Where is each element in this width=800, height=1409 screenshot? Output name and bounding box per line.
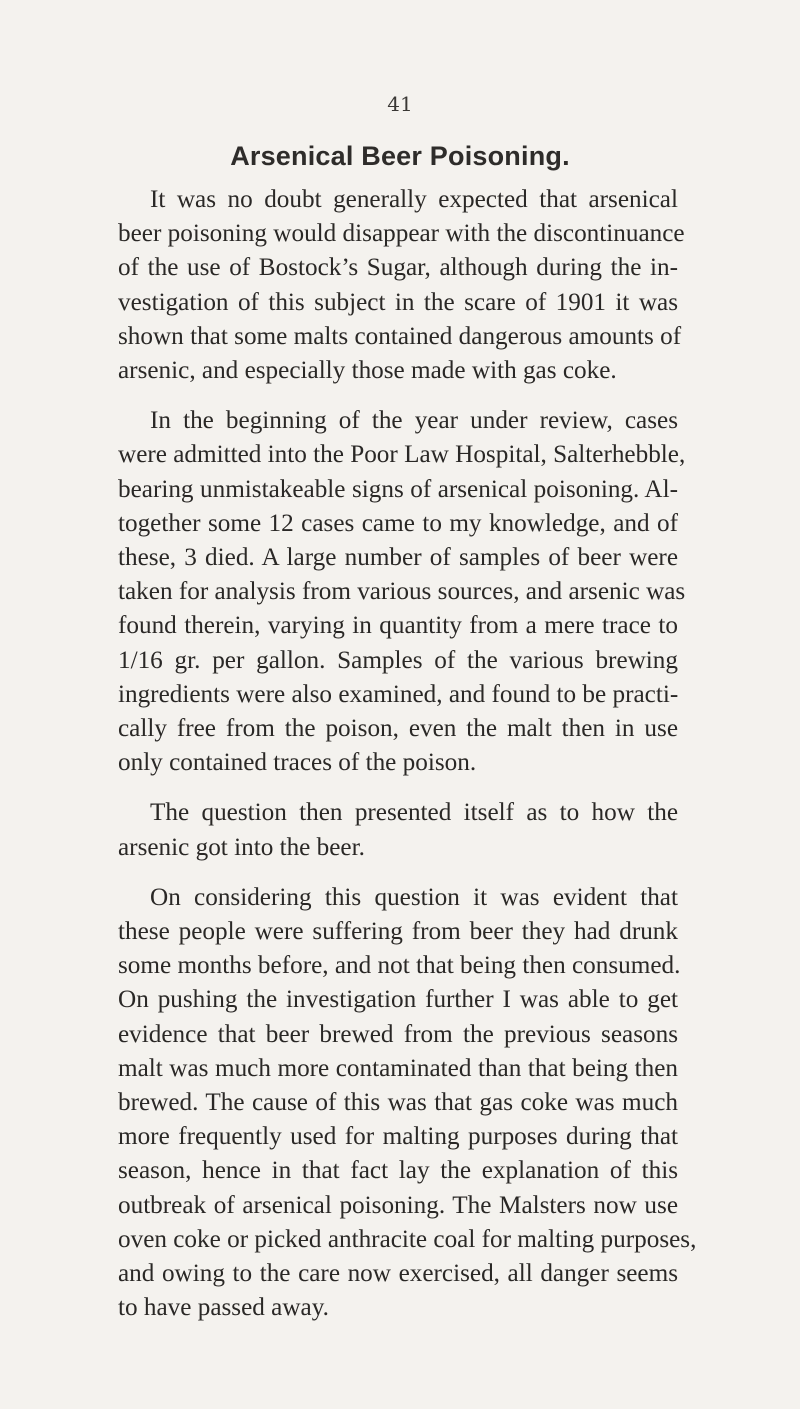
text-line: season, hence in that fact lay the explanation of this: [118, 1157, 678, 1185]
text-line: evidence that beer brewed from the previous seasons: [118, 1020, 678, 1048]
text-line: In the beginning of the year under review, cases: [150, 407, 678, 435]
text-line: found therein, varying in quantity from a mere trace to: [118, 612, 678, 640]
text-line: beer poisoning would disappear with the discontinuance: [118, 220, 685, 248]
text-line: arsenic, and especially those made with gas coke.: [118, 357, 617, 385]
paragraph-4: [118, 881, 697, 1326]
text-line: oven coke or picked anthracite coal for malting purposes,: [118, 1225, 697, 1253]
text-line: shown that some malts contained dangerous amounts of: [118, 322, 682, 350]
section-title: Arsenical Beer Poisoning.: [230, 141, 570, 171]
text-line: and owing to the care now exercised, all danger seems: [118, 1260, 678, 1288]
paragraph-3: [118, 796, 678, 864]
text-line: of the use of Bostock’s Sugar, although during the in-: [118, 254, 678, 282]
text-line: only contained traces of the poison.: [118, 749, 477, 777]
text-line: bearing unmistakeable signs of arsenical poisoning. Al-: [118, 475, 678, 503]
paragraph-2: [118, 404, 686, 780]
paragraph-1: [118, 183, 685, 388]
text-line: brewed. The cause of this was that gas coke was much: [118, 1089, 678, 1117]
text-line: these people were suffering from beer they had drunk: [118, 918, 678, 946]
text-line: The question then presented itself as to how the: [150, 799, 678, 827]
text-line: were admitted into the Poor Law Hospital, Salterhebble,: [118, 441, 686, 469]
text-line: On considering this question it was evident that: [150, 883, 678, 911]
page-number: 41: [387, 92, 413, 116]
text-line: vestigation of this subject in the scare of 1901 it was: [118, 288, 678, 316]
text-line: malt was much more contaminated than that being then: [118, 1054, 678, 1082]
text-line: more frequently used for malting purposes during that: [118, 1123, 678, 1151]
text-line: On pushing the investigation further I was able to get: [118, 986, 678, 1014]
text-line: 1/16 gr. per gallon. Samples of the various brewing: [118, 646, 678, 674]
text-line: arsenic got into the beer.: [118, 833, 365, 861]
text-line: to have passed away.: [118, 1294, 329, 1322]
text-line: some months before, and not that being then consumed.: [118, 952, 681, 980]
text-line: these, 3 died. A large number of samples of beer were: [118, 544, 678, 572]
text-line: taken for analysis from various sources, and arsenic was: [118, 578, 686, 606]
text-line: It was no doubt generally expected that arsenical: [150, 186, 678, 213]
text-line: ingredients were also examined, and found to be practi-: [118, 680, 679, 708]
text-line: cally free from the poison, even the malt then in use: [118, 715, 678, 743]
text-line: together some 12 cases came to my knowledge, and of: [118, 509, 678, 537]
body-text: [118, 183, 697, 1326]
text-line: outbreak of arsenical poisoning. The Malsters now use: [118, 1191, 678, 1219]
